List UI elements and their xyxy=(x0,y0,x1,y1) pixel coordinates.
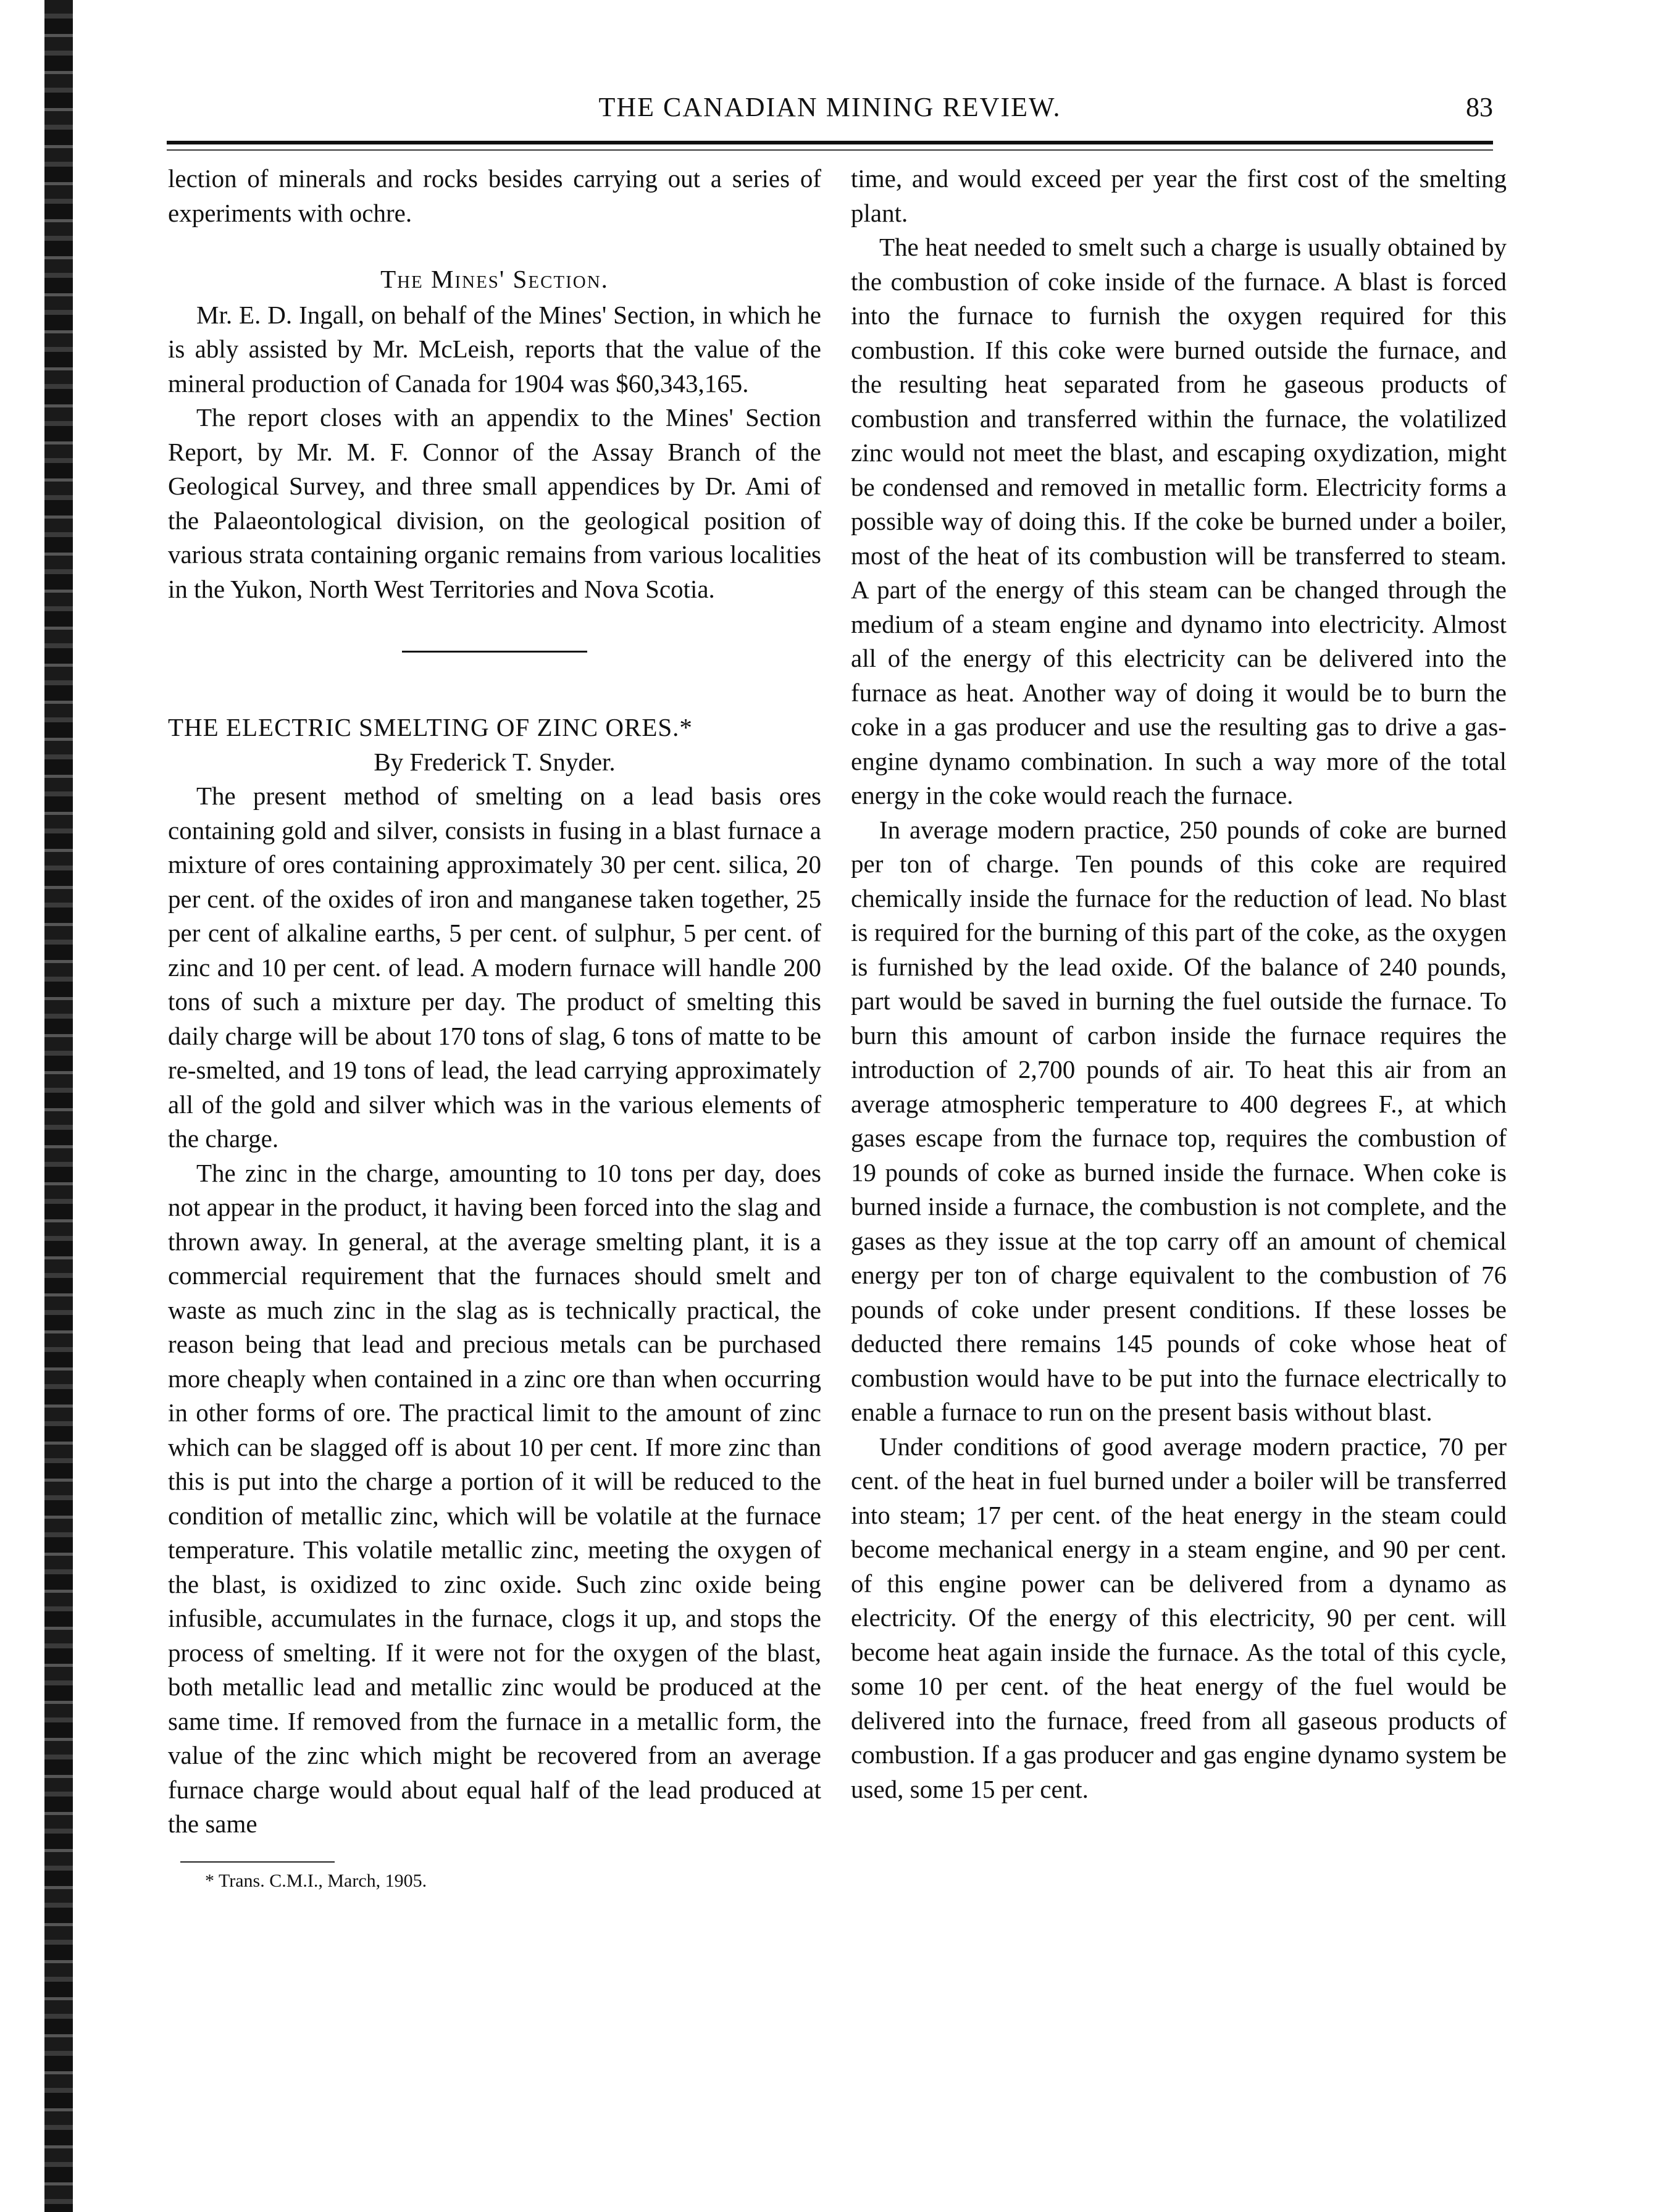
footnote-rule xyxy=(180,1861,335,1863)
right-paragraph-3: In average modern practice, 250 pounds of coke are burned per ton of charge. Ten pounds of this coke are required chemically inside the furnace for the reduction of lead. No blast is required for the burning of this part of the coke, as the oxygen is furnished by the lead oxide. Of the balance of 240 pounds, part would be saved in burning the fuel outside the furnace. To burn this amount of carbon inside the furnace requires the introduction of 2,700 pounds of air. To heat this air from an average atmospheric temperature to 400 degrees F., at which gases escape from the furnace top, requires the combustion of 19 pounds of coke as burned inside the furnace. When coke is burned inside a furnace, the combustion is not complete, and the gases as they issue at the top carry off an amount of chemical energy per ton of charge equivalent to the combustion of 76 pounds of coke under present conditions. If these losses be deducted there remains 145 pounds of coke whose heat of combustion would have to be put into the furnace electrically to enable a furnace to run on the present basis without blast. xyxy=(851,815,1507,1426)
right-paragraph-2: The heat needed to smelt such a charge is usually obtained by the combustion of coke inside of the furnace. A blast is forced into the furnace to furnish the oxygen required for this combustion. If this coke were burned outside the furnace, and the resulting heat separated from he gaseous products of combustion and transferred within the furnace, the volatilized zinc would not meet the blast, and escaping oxydization, might be condensed and removed in metallic form. Electricity forms a possible way of doing this. If the coke be burned under a boiler, most of the heat of its combustion will be transferred to steam. A part of the energy of this steam can be changed through the medium of a steam engine and dynamo into electricity. Almost all of the energy of this electricity can be delivered into the furnace as heat. Another way of doing it would be to burn the coke in a gas producer and use the resulting gas to drive a gas-engine dynamo combination. In such a way more of the total energy in the coke would reach the furnace. xyxy=(851,233,1507,809)
header-rule-thick xyxy=(167,141,1493,144)
section-heading: The Mines' Section. xyxy=(380,265,609,293)
left-paragraph-2: Mr. E. D. Ingall, on behalf of the Mines' Section, in which he is ably assisted by Mr. McLeish, reports that the value of the mineral production of Canada for 1904 was $60,343,165. xyxy=(168,300,821,398)
journal-title: THE CANADIAN MINING REVIEW. xyxy=(598,92,1061,122)
header-rule-thin xyxy=(167,149,1493,151)
left-paragraph-1: lection of minerals and rocks besides carrying out a series of experiments with ochre. xyxy=(168,164,821,227)
book-spine-edge xyxy=(44,0,73,2212)
article-byline: By Frederick T. Snyder. xyxy=(374,747,616,776)
footnote: * Trans. C.M.I., March, 1905. xyxy=(205,1870,427,1891)
article-title: THE ELECTRIC SMELTING OF ZINC ORES.* xyxy=(168,713,693,741)
left-paragraph-4: The present method of smelting on a lead basis ores containing gold and silver, consists in fusing in a blast furnace a mixture of ores containing approximately 30 per cent. silica, 20 per cent. of the oxides of iron and manganese taken together, 25 per cent of alkaline earths, 5 per cent. of sulphur, 5 per cent. of zinc and 10 per cent. of lead. A modern furnace will handle 200 tons of such a mixture per day. The product of smelting this daily charge will be about 170 tons of slag, 6 tons of matte to be re-smelted, and 19 tons of lead, the lead carrying approximately all of the gold and silver which was in the various elements of the charge. xyxy=(168,782,821,1153)
section-divider xyxy=(402,651,587,653)
right-paragraph-4: Under conditions of good average modern practice, 70 per cent. of the heat in fuel burned under a boiler will be transferred into steam; 17 per cent. of the heat energy in the steam could become mechanical energy in a steam engine, and 90 per cent. of this engine power can be delivered from a dynamo as electricity. Of the energy of this electricity, 90 per cent. will become heat again inside the furnace. As the total of this cycle, some 10 per cent. of the heat energy of the fuel would be delivered into the furnace, freed from all gaseous products of combustion. If a gas producer and gas engine dynamo system be used, some 15 per cent. xyxy=(851,1432,1507,1803)
page-number: 83 xyxy=(1466,92,1493,122)
right-column xyxy=(851,162,1507,1806)
right-paragraph-1: time, and would exceed per year the first cost of the smelting plant. xyxy=(851,164,1507,227)
page-header xyxy=(167,91,1493,135)
left-paragraph-5: The zinc in the charge, amounting to 10 tons per day, does not appear in the product, it having been forced into the slag and thrown away. In general, at the average smelting plant, it is a commercial requirement that the furnaces should smelt and waste as much zinc in the slag as is technically practical, the reason being that lead and precious metals can be purchased more cheaply when contained in a zinc ore than when occurring in other forms of ore. The practical limit to the amount of zinc which can be slagged off is about 10 per cent. If more zinc than this is put into the charge a portion of it will be reduced to the condition of metallic zinc, which will be volatile at the furnace temperature. This volatile metallic zinc, meeting the oxygen of the blast, is oxidized to zinc oxide. Such zinc oxide being infusible, accumulates in the furnace, clogs it up, and stops the process of smelting. If it were not for the oxygen of the blast, both metallic lead and metallic zinc would be produced at the same time. If removed from the furnace in a metallic form, the value of the zinc which might be recovered from an average furnace charge would about equal half of the lead produced at the same xyxy=(168,1158,821,1838)
left-paragraph-3: The report closes with an appendix to the Mines' Section Report, by Mr. M. F. Connor of the Assay Branch of the Geological Survey, and three small appendices by Dr. Ami of the Palaeontological division, on the geological position of various strata containing organic remains from various localities in the Yukon, North West Territories and Nova Scotia. xyxy=(168,403,821,603)
left-column xyxy=(168,162,821,1893)
